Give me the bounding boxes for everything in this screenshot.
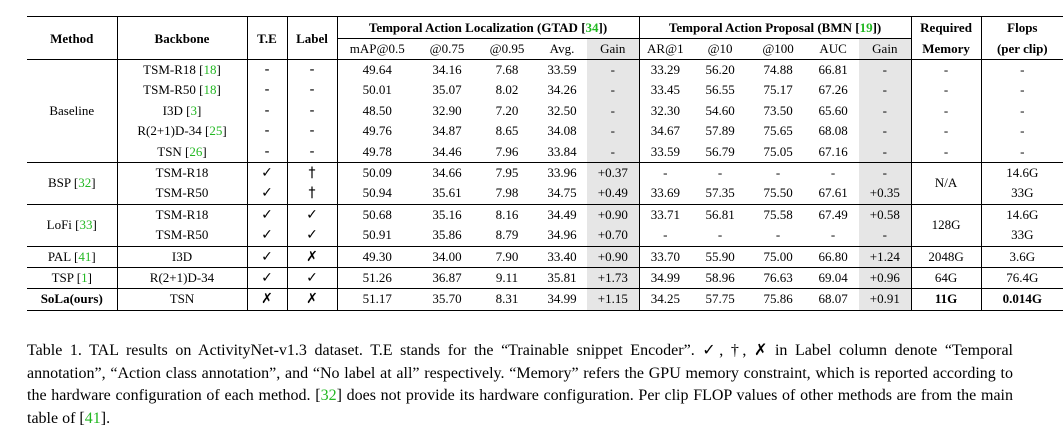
tal-value-cell: 49.78 xyxy=(337,142,417,163)
tap-value-cell: 57.35 xyxy=(691,183,749,204)
label-cell: - xyxy=(287,80,337,100)
tal-value-cell: 34.66 xyxy=(432,165,462,181)
label-cell: - xyxy=(287,142,337,163)
tap-gain-cell: - xyxy=(859,121,911,141)
tap-value-cell: 33.45 xyxy=(650,82,680,98)
header-method: Method xyxy=(27,17,117,60)
table-row xyxy=(27,246,1063,267)
method-cell: Baseline xyxy=(27,60,117,163)
label-cell: - xyxy=(287,60,337,81)
tap-gain-cell: - xyxy=(859,80,911,100)
tap-gain-cell: - xyxy=(859,142,911,163)
memory-cell: - xyxy=(911,121,981,141)
tap-value-cell: 33.71 xyxy=(650,206,680,222)
te-cell: ✓ xyxy=(247,204,287,225)
tal-value-cell: 33.40 xyxy=(537,246,587,267)
memory-cell: 64G xyxy=(911,268,981,289)
backbone-cell: R(2+1)D-34 [25] xyxy=(117,121,247,141)
tap-value-cell: 55.90 xyxy=(691,246,749,267)
tal-value-cell: 7.98 xyxy=(477,183,537,204)
citation-link[interactable]: 1 xyxy=(81,270,88,286)
tal-value-cell: 32.90 xyxy=(432,102,462,118)
flops-cell: 33G xyxy=(981,183,1063,204)
tap-value-cell: 67.49 xyxy=(818,206,848,222)
tal-value-cell: 34.00 xyxy=(417,246,477,267)
table-row xyxy=(27,204,1063,225)
citation-link[interactable]: 41 xyxy=(78,248,92,264)
flops-cell: - xyxy=(1020,123,1025,139)
table-row xyxy=(27,80,1063,100)
tal-gain-cell: - xyxy=(587,80,639,100)
tap-value-cell: 56.20 xyxy=(705,62,735,77)
citation-link[interactable]: 18 xyxy=(203,82,217,98)
tap-gain-cell: +0.35 xyxy=(859,183,911,204)
label-cell: † xyxy=(287,183,337,204)
tap-value-cell: 75.17 xyxy=(763,82,793,98)
te-cell: - xyxy=(247,121,287,141)
header-memory: Required Memory xyxy=(911,17,981,60)
tal-value-cell: 35.70 xyxy=(417,289,477,310)
tal-value-cell: 33.84 xyxy=(537,142,587,163)
header-flops: Flops (per clip) xyxy=(981,17,1063,60)
tal-gain-cell: +0.37 xyxy=(587,163,639,184)
citation-link[interactable]: 33 xyxy=(79,217,93,233)
memory-cell: - xyxy=(911,80,981,100)
tal-gain-cell: +0.70 xyxy=(587,225,639,246)
memory-cell: - xyxy=(911,60,981,81)
backbone-cell: TSN xyxy=(117,289,247,310)
tap-gain-cell: +0.96 xyxy=(859,268,911,289)
memory-cell: - xyxy=(911,142,981,163)
backbone-cell: I3D xyxy=(117,246,247,267)
tap-value-cell: 33.29 xyxy=(650,62,680,77)
te-cell: ✓ xyxy=(247,163,287,184)
tap-value-cell: 34.99 xyxy=(639,268,691,289)
memory-cell: N/A xyxy=(911,163,981,205)
table-caption: Table 1. TAL results on ActivityNet-v1.3 dataset. T.E stands for the “Trainable snippet Encoder”. ✓, †, ✗ in Label column denote “Temporal annotation”, “Action class annotation”, and “No label at all” respectively. “Memory” refers the GPU memory constraint, which is reported according to the hardware configuration of each method. [32] does not provide its hardware configuration. Per clip FLOP values of other methods are from the main table of [41]. xyxy=(27,342,1013,427)
table-body xyxy=(27,60,1063,311)
tap-value-cell: 68.08 xyxy=(818,123,848,139)
tap-value-cell: - xyxy=(717,165,723,181)
header-te: T.E xyxy=(247,17,287,60)
tap-gain-cell: +1.24 xyxy=(859,246,911,267)
header-tap-col: @10 xyxy=(691,39,749,60)
tal-value-cell: 50.91 xyxy=(337,225,417,246)
tal-value-cell: 32.50 xyxy=(547,102,577,118)
tal-value-cell: 49.64 xyxy=(362,62,392,77)
te-cell: ✓ xyxy=(247,183,287,204)
citation-link[interactable]: 41 xyxy=(84,409,101,427)
tap-value-cell: 34.67 xyxy=(650,123,680,139)
tap-value-cell: 67.26 xyxy=(818,82,848,98)
results-table-container xyxy=(27,16,1048,311)
tap-value-cell: 34.25 xyxy=(639,289,691,310)
label-cell: - xyxy=(287,101,337,121)
tal-value-cell: 35.86 xyxy=(417,225,477,246)
tal-value-cell: 50.01 xyxy=(362,82,392,98)
tap-value-cell: 65.60 xyxy=(818,102,848,118)
tal-value-cell: 34.96 xyxy=(537,225,587,246)
tap-value-cell: 75.58 xyxy=(763,206,793,222)
tap-value-cell: 67.16 xyxy=(807,142,859,163)
tal-value-cell: 8.79 xyxy=(477,225,537,246)
label-cell: ✓ xyxy=(287,268,337,289)
header-tap-col: AR@1 xyxy=(639,39,691,60)
tap-value-cell: 33.59 xyxy=(639,142,691,163)
tal-value-cell: 33.59 xyxy=(547,62,577,77)
tap-value-cell: 66.81 xyxy=(818,62,848,77)
tal-value-cell: 35.61 xyxy=(417,183,477,204)
method-cell: TSP [1] xyxy=(27,268,117,289)
flops-cell: - xyxy=(1020,82,1025,98)
te-cell: ✓ xyxy=(247,225,287,246)
memory-cell: 11G xyxy=(911,289,981,310)
tal-value-cell: 9.11 xyxy=(477,268,537,289)
tal-gain-cell: - xyxy=(587,142,639,163)
method-cell: BSP [32] xyxy=(27,163,117,205)
table-row xyxy=(27,225,1063,246)
tap-value-cell: 73.50 xyxy=(763,102,793,118)
tal-value-cell: 34.46 xyxy=(417,142,477,163)
tap-gain-cell: - xyxy=(859,101,911,121)
method-cell: PAL [41] xyxy=(27,246,117,267)
tap-value-cell: - xyxy=(691,225,749,246)
header-tal-gain: Gain xyxy=(587,39,639,60)
tal-value-cell: 48.50 xyxy=(362,102,392,118)
tap-value-cell: 33.70 xyxy=(639,246,691,267)
tap-value-cell: 75.65 xyxy=(763,123,793,139)
tal-value-cell: 8.16 xyxy=(495,206,519,222)
label-cell: † xyxy=(287,163,337,184)
citation-link[interactable]: 3 xyxy=(190,102,197,118)
header-label: Label xyxy=(287,17,337,60)
tal-gain-cell: - xyxy=(587,101,639,121)
tap-value-cell: 67.61 xyxy=(807,183,859,204)
tal-value-cell: 51.26 xyxy=(337,268,417,289)
header-tal-col: @0.95 xyxy=(477,39,537,60)
flops-cell: 14.6G xyxy=(1006,165,1039,181)
tal-value-cell: 34.87 xyxy=(432,123,462,139)
tap-value-cell: - xyxy=(830,165,836,181)
memory-cell: 128G xyxy=(911,204,981,246)
te-cell: - xyxy=(247,80,287,100)
table-row xyxy=(27,60,1063,81)
tap-value-cell: 75.86 xyxy=(749,289,807,310)
tap-value-cell: 75.50 xyxy=(749,183,807,204)
tal-value-cell: 34.99 xyxy=(537,289,587,310)
backbone-cell: TSM-R18 xyxy=(117,163,247,184)
table-row xyxy=(27,101,1063,121)
citation-link[interactable]: 26 xyxy=(189,143,203,159)
tal-value-cell: 35.81 xyxy=(537,268,587,289)
backbone-cell: TSM-R18 xyxy=(117,204,247,225)
te-cell: - xyxy=(247,142,287,163)
table-row xyxy=(27,142,1063,163)
flops-cell: 3.6G xyxy=(981,246,1063,267)
tap-value-cell: 69.04 xyxy=(807,268,859,289)
citation-link[interactable]: 18 xyxy=(203,62,217,77)
backbone-cell: TSM-R50 xyxy=(117,183,247,204)
tap-value-cell: 54.60 xyxy=(705,102,735,118)
te-cell: ✓ xyxy=(247,246,287,267)
table-row xyxy=(27,163,1063,184)
tal-value-cell: 34.49 xyxy=(547,206,577,222)
tal-value-cell: 50.68 xyxy=(362,206,392,222)
backbone-cell: TSM-R50 [18] xyxy=(117,80,247,100)
tap-value-cell: - xyxy=(807,225,859,246)
te-cell: - xyxy=(247,60,287,81)
tal-value-cell: 35.16 xyxy=(432,206,462,222)
header-tap-gain: Gain xyxy=(859,39,911,60)
header-tap-col: @100 xyxy=(749,39,807,60)
tal-value-cell: 35.07 xyxy=(432,82,462,98)
tal-value-cell: 7.95 xyxy=(495,165,519,181)
results-table xyxy=(27,16,1063,311)
flops-cell: - xyxy=(981,142,1063,163)
tal-value-cell: 34.16 xyxy=(432,62,462,77)
te-cell: ✓ xyxy=(247,268,287,289)
memory-cell: - xyxy=(911,101,981,121)
tap-value-cell: 66.80 xyxy=(807,246,859,267)
tap-value-cell: 56.79 xyxy=(691,142,749,163)
label-cell: ✓ xyxy=(287,225,337,246)
tap-value-cell: - xyxy=(775,165,781,181)
tap-value-cell: 56.81 xyxy=(705,206,735,222)
tap-value-cell: 58.96 xyxy=(691,268,749,289)
tap-gain-cell: - xyxy=(859,60,911,81)
header-tal-col: @0.75 xyxy=(417,39,477,60)
tap-value-cell: - xyxy=(663,165,668,181)
tal-value-cell: 7.96 xyxy=(477,142,537,163)
table-row xyxy=(27,289,1063,310)
tal-gain-cell: +0.90 xyxy=(587,246,639,267)
flops-cell: - xyxy=(1020,102,1025,118)
label-cell: ✗ xyxy=(287,289,337,310)
citation-link[interactable]: 32 xyxy=(320,387,337,404)
tap-gain-cell: - xyxy=(859,163,911,184)
header-tal-col: mAP@0.5 xyxy=(337,39,417,60)
tap-value-cell: 68.07 xyxy=(807,289,859,310)
tap-value-cell: 33.69 xyxy=(639,183,691,204)
tal-value-cell: 49.30 xyxy=(337,246,417,267)
header-tap-col: AUC xyxy=(807,39,859,60)
table-row xyxy=(27,268,1063,289)
tal-gain-cell: +1.15 xyxy=(587,289,639,310)
header-tal-col: Avg. xyxy=(537,39,587,60)
header-backbone: Backbone xyxy=(117,17,247,60)
table-row xyxy=(27,121,1063,141)
tap-value-cell: - xyxy=(639,225,691,246)
tal-gain-cell: - xyxy=(587,60,639,81)
tap-value-cell: - xyxy=(749,225,807,246)
header-tap-group: Temporal Action Proposal (BMN [19]) xyxy=(639,17,911,39)
tap-value-cell: 57.89 xyxy=(705,123,735,139)
method-cell: SoLa(ours) xyxy=(27,289,117,310)
tal-value-cell: 8.02 xyxy=(495,82,519,98)
tal-value-cell: 7.68 xyxy=(495,62,519,77)
tap-value-cell: 75.05 xyxy=(749,142,807,163)
tal-value-cell: 33.96 xyxy=(547,165,577,181)
method-cell: LoFi [33] xyxy=(27,204,117,246)
tal-value-cell: 8.65 xyxy=(495,123,519,139)
flops-cell: - xyxy=(1020,62,1025,77)
label-cell: ✓ xyxy=(287,204,337,225)
backbone-cell: TSM-R18 [18] xyxy=(117,60,247,81)
citation-link[interactable]: 32 xyxy=(78,175,92,191)
tal-value-cell: 34.26 xyxy=(547,82,577,98)
tal-gain-cell: - xyxy=(587,121,639,141)
header-tal-group: Temporal Action Localization (GTAD [34]) xyxy=(337,17,639,39)
tap-value-cell: 74.88 xyxy=(763,62,793,77)
tal-value-cell: 51.17 xyxy=(337,289,417,310)
backbone-cell: R(2+1)D-34 xyxy=(117,268,247,289)
tal-value-cell: 50.94 xyxy=(337,183,417,204)
label-cell: ✗ xyxy=(287,246,337,267)
tap-value-cell: 57.75 xyxy=(691,289,749,310)
tal-value-cell: 34.08 xyxy=(547,123,577,139)
tap-value-cell: 76.63 xyxy=(749,268,807,289)
tal-value-cell: 7.90 xyxy=(477,246,537,267)
tap-value-cell: 75.00 xyxy=(749,246,807,267)
tal-value-cell: 7.20 xyxy=(495,102,519,118)
backbone-cell: TSM-R50 xyxy=(117,225,247,246)
flops-cell: 0.014G xyxy=(981,289,1063,310)
citation-link[interactable]: 25 xyxy=(209,123,223,139)
tap-value-cell: 32.30 xyxy=(650,102,680,118)
tap-gain-cell: +0.91 xyxy=(859,289,911,310)
tap-gain-cell: - xyxy=(859,225,911,246)
te-cell: ✗ xyxy=(247,289,287,310)
tal-gain-cell: +1.73 xyxy=(587,268,639,289)
tal-value-cell: 34.75 xyxy=(537,183,587,204)
tal-gain-cell: +0.90 xyxy=(587,204,639,225)
tal-gain-cell: +0.49 xyxy=(587,183,639,204)
backbone-cell: TSN [26] xyxy=(117,142,247,163)
tal-value-cell: 49.76 xyxy=(362,123,392,139)
tal-value-cell: 36.87 xyxy=(417,268,477,289)
flops-cell: 33G xyxy=(981,225,1063,246)
flops-cell: 14.6G xyxy=(1006,206,1039,222)
tap-value-cell: 56.55 xyxy=(705,82,735,98)
memory-cell: 2048G xyxy=(911,246,981,267)
table-row xyxy=(27,183,1063,204)
backbone-cell: I3D [3] xyxy=(117,101,247,121)
flops-cell: 76.4G xyxy=(981,268,1063,289)
te-cell: - xyxy=(247,101,287,121)
tap-gain-cell: +0.58 xyxy=(859,204,911,225)
label-cell: - xyxy=(287,121,337,141)
tal-value-cell: 8.31 xyxy=(477,289,537,310)
tal-value-cell: 50.09 xyxy=(362,165,392,181)
